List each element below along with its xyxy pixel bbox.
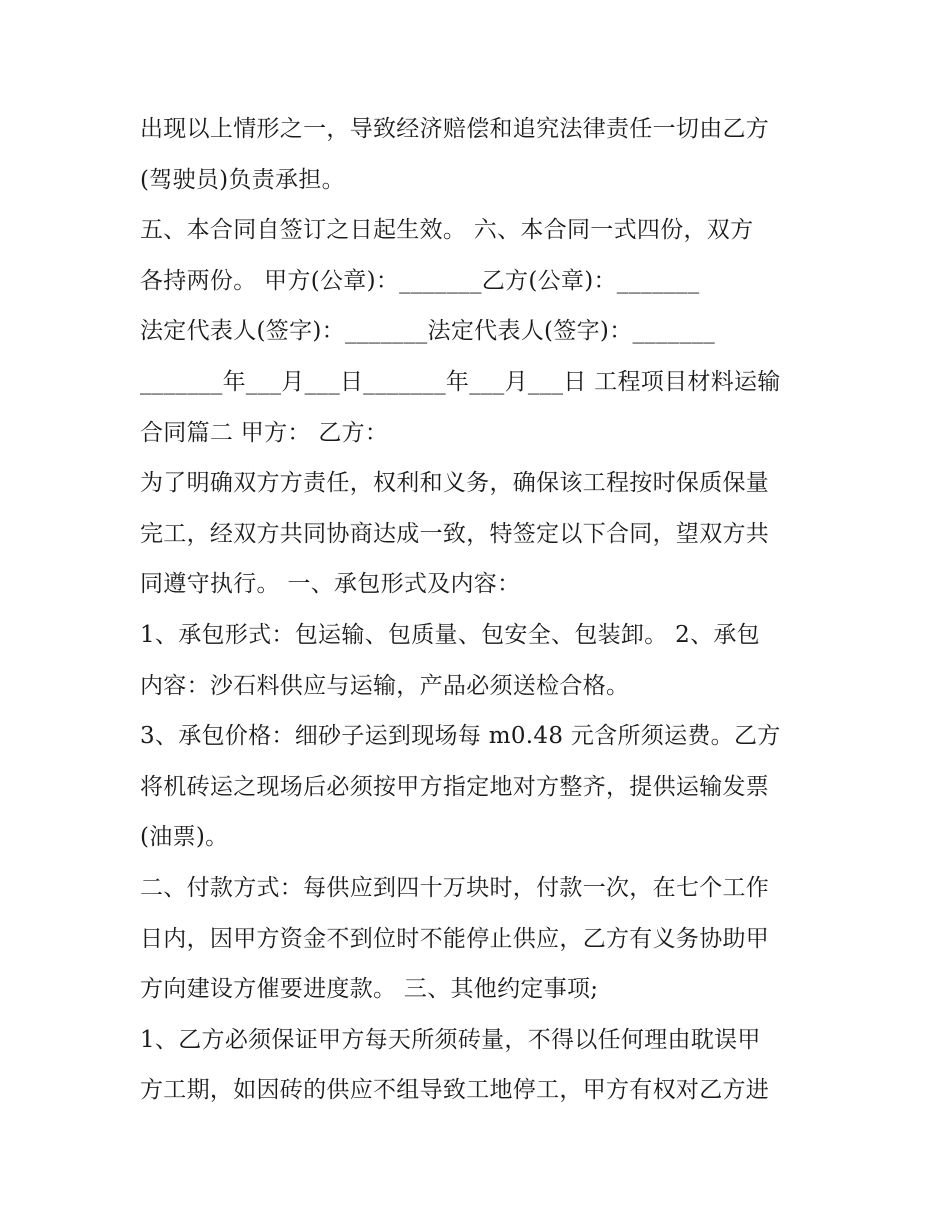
text-line: _______年___月___日_______年___月___日 工程项目材料运输 (140, 368, 781, 395)
text-line: 同遵守执行。 一、承包形式及内容： (140, 571, 521, 598)
text-line: 为了明确双方方责任，权利和义务，确保该工程按时保质保量 (140, 470, 770, 497)
text-line: 完工，经双方共同协商达成一致，特签定以下合同，望双方共 (140, 520, 770, 547)
text-line: 1、乙方必须保证甲方每天所须砖量，不得以任何理由耽误甲 (140, 1026, 761, 1053)
text-line: 法定代表人(签字)：_______法定代表人(签字)：_______ (140, 318, 716, 345)
text-line: 将机砖运之现场后必须按甲方指定地对方整齐，提供运输发票 (140, 773, 770, 800)
text-line: 各持两份。 甲方(公章)：_______乙方(公章)：_______ (140, 267, 700, 294)
text-line: 1、承包形式：包运输、包质量、包安全、包装卸。 2、承包 (140, 621, 760, 648)
text-line: 3、承包价格：细砂子运到现场每 m0.48 元含所须运费。乙方 (140, 723, 781, 750)
text-line: (油票)。 (140, 824, 229, 851)
text-line: 五、本合同自签订之日起生效。 六、本合同一式四份，双方 (140, 217, 754, 244)
text-line: 方工期，如因砖的供应不组导致工地停工，甲方有权对乙方进 (140, 1077, 770, 1104)
text-line: (驾驶员)负责承担。 (140, 166, 345, 193)
text-line: 二、付款方式：每供应到四十万块时，付款一次，在七个工作 (140, 874, 770, 901)
document-body (140, 104, 820, 1116)
text-line: 内容：沙石料供应与运输，产品必须送检合格。 (140, 672, 630, 699)
text-line: 合同篇二 甲方： 乙方： (140, 419, 389, 446)
text-line: 出现以上情形之一，导致经济赔偿和追究法律责任一切由乙方 (140, 116, 770, 142)
text-line: 日内，因甲方资金不到位时不能停止供应，乙方有义务协助甲 (140, 925, 770, 952)
text-line: 方向建设方催要进度款。 三、其他约定事项; (140, 976, 599, 1003)
